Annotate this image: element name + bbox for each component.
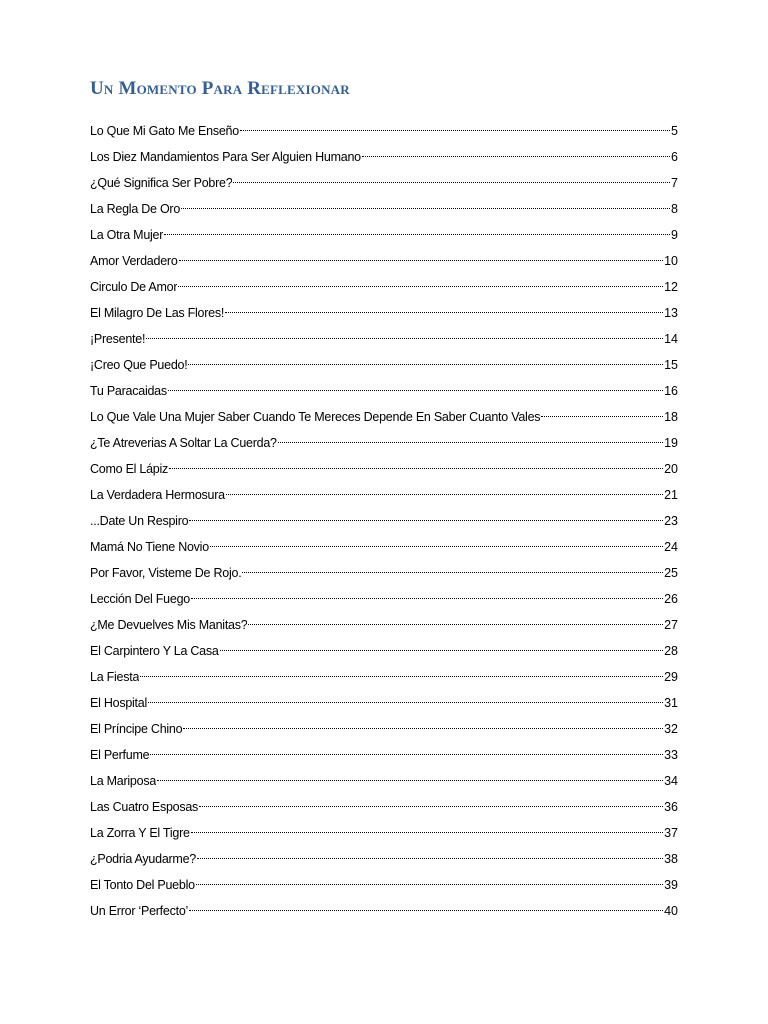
toc-dot-leader [196, 884, 663, 885]
toc-entry-title[interactable]: Como El Lápiz [90, 462, 169, 476]
toc-entry[interactable] [90, 742, 678, 768]
toc-entry-title[interactable]: El Carpintero Y La Casa [90, 644, 219, 658]
toc-dot-leader [278, 442, 663, 443]
toc-page-number[interactable]: 25 [664, 566, 678, 580]
toc-entry[interactable] [90, 898, 678, 924]
toc-page-number[interactable]: 6 [671, 150, 678, 164]
toc-entry-title[interactable]: Lección Del Fuego [90, 592, 190, 606]
toc-page-number[interactable]: 7 [671, 176, 678, 190]
toc-entry-title[interactable]: Lo Que Vale Una Mujer Saber Cuando Te Mereces Depende En Saber Cuanto Vales [90, 410, 541, 424]
toc-entry[interactable] [90, 612, 678, 638]
toc-page-number[interactable]: 31 [664, 696, 678, 710]
toc-dot-leader [181, 208, 670, 209]
toc-title: Un Momento Para Reflexionar [90, 78, 350, 99]
toc-entry[interactable] [90, 300, 678, 326]
toc-dot-leader [140, 676, 663, 677]
toc-page-number[interactable]: 39 [664, 878, 678, 892]
toc-dot-leader [248, 624, 663, 625]
toc-page-number[interactable]: 33 [664, 748, 678, 762]
toc-page-number[interactable]: 29 [664, 670, 678, 684]
toc-dot-leader [199, 806, 663, 807]
toc-dot-leader [179, 260, 664, 261]
toc-entry[interactable] [90, 482, 678, 508]
toc-dot-leader [146, 338, 663, 339]
toc-dot-leader [164, 234, 670, 235]
toc-entry[interactable] [90, 690, 678, 716]
toc-page-number[interactable]: 34 [664, 774, 678, 788]
toc-page-number[interactable]: 13 [664, 306, 678, 320]
toc-page-number[interactable]: 37 [664, 826, 678, 840]
toc-page-number[interactable]: 9 [671, 228, 678, 242]
toc-page-number[interactable]: 15 [664, 358, 678, 372]
toc-page-number[interactable]: 21 [664, 488, 678, 502]
toc-entry[interactable] [90, 534, 678, 560]
toc-entry-title[interactable]: ¡Presente! [90, 332, 146, 346]
toc-dot-leader [233, 182, 670, 183]
toc-dot-leader [226, 494, 663, 495]
toc-page-number[interactable]: 27 [664, 618, 678, 632]
toc-dot-leader [189, 520, 663, 521]
toc-page-number[interactable]: 12 [664, 280, 678, 294]
toc-dot-leader [191, 598, 663, 599]
toc-page-number[interactable]: 14 [664, 332, 678, 346]
toc-entry-title[interactable]: Los Diez Mandamientos Para Ser Alguien Humano [90, 150, 361, 164]
toc-entry[interactable] [90, 508, 678, 534]
toc-entry-title[interactable]: La Zorra Y El Tigre [90, 826, 190, 840]
toc-page-number[interactable]: 26 [664, 592, 678, 606]
toc-dot-leader [178, 286, 663, 287]
toc-entry-title[interactable]: Circulo De Amor [90, 280, 178, 294]
toc-page-number[interactable]: 38 [664, 852, 678, 866]
toc-entry-title[interactable]: Tu Paracaidas [90, 384, 167, 398]
toc-entry[interactable] [90, 118, 678, 144]
toc-page-number[interactable]: 5 [671, 124, 678, 138]
toc-entry-title[interactable]: La Mariposa [90, 774, 157, 788]
toc-entry-title[interactable]: La Regla De Oro [90, 202, 181, 216]
toc-page-number[interactable]: 23 [664, 514, 678, 528]
toc-entry-title[interactable]: El Hospital [90, 696, 147, 710]
toc-entry[interactable] [90, 638, 678, 664]
toc-entry-title[interactable]: El Príncipe Chino [90, 722, 183, 736]
toc-entry[interactable] [90, 768, 678, 794]
toc-dot-leader [191, 832, 663, 833]
toc-entry-title[interactable]: Por Favor, Visteme De Rojo. [90, 566, 242, 580]
toc-page-number[interactable]: 20 [664, 462, 678, 476]
toc-page-number[interactable]: 18 [664, 410, 678, 424]
toc-page-number[interactable]: 10 [664, 254, 678, 268]
toc-page-number[interactable]: 24 [664, 540, 678, 554]
toc-entry[interactable] [90, 222, 678, 248]
toc-entry-title[interactable]: El Milagro De Las Flores! [90, 306, 225, 320]
toc-dot-leader [220, 650, 664, 651]
toc-entry-title[interactable]: El Perfume [90, 748, 150, 762]
toc-entry-title[interactable]: La Fiesta [90, 670, 140, 684]
toc-entry[interactable] [90, 456, 678, 482]
toc-dot-leader [188, 364, 663, 365]
toc-entry-title[interactable]: Amor Verdadero [90, 254, 178, 268]
toc-entry-title[interactable]: Un Error ‘Perfecto’ [90, 904, 189, 918]
toc-entry[interactable] [90, 144, 678, 170]
toc-entry[interactable] [90, 664, 678, 690]
toc-entry[interactable] [90, 170, 678, 196]
toc-entry[interactable] [90, 326, 678, 352]
toc-list [90, 118, 678, 924]
toc-entry-title[interactable]: ¿Me Devuelves Mis Manitas? [90, 618, 248, 632]
toc-entry-title[interactable]: La Otra Mujer [90, 228, 164, 242]
toc-entry-title[interactable]: El Tonto Del Pueblo [90, 878, 195, 892]
toc-dot-leader [541, 416, 663, 417]
toc-entry-title[interactable]: ¿Te Atreverias A Soltar La Cuerda? [90, 436, 277, 450]
toc-page-number[interactable]: 32 [664, 722, 678, 736]
toc-page-number[interactable]: 16 [664, 384, 678, 398]
toc-page-number[interactable]: 8 [671, 202, 678, 216]
toc-entry-title[interactable]: ...Date Un Respiro [90, 514, 189, 528]
toc-entry[interactable] [90, 248, 678, 274]
toc-dot-leader [242, 572, 663, 573]
toc-dot-leader [157, 780, 663, 781]
toc-entry-title[interactable]: La Verdadera Hermosura [90, 488, 225, 502]
toc-entry[interactable] [90, 586, 678, 612]
toc-dot-leader [362, 156, 670, 157]
toc-entry-title[interactable]: Mamá No Tiene Novio [90, 540, 209, 554]
toc-entry-title[interactable]: Lo Que Mi Gato Me Enseño [90, 124, 239, 138]
toc-dot-leader [225, 312, 663, 313]
toc-page-number[interactable]: 28 [664, 644, 678, 658]
toc-entry-title[interactable]: ¿Qué Significa Ser Pobre? [90, 176, 233, 190]
toc-dot-leader [197, 858, 663, 859]
toc-entry-title[interactable]: ¿Podria Ayudarme? [90, 852, 196, 866]
toc-entry[interactable] [90, 352, 678, 378]
toc-dot-leader [210, 546, 663, 547]
toc-entry[interactable] [90, 196, 678, 222]
toc-entry-title[interactable]: Las Cuatro Esposas [90, 800, 199, 814]
toc-entry[interactable] [90, 794, 678, 820]
toc-entry[interactable] [90, 404, 678, 430]
toc-entry[interactable] [90, 872, 678, 898]
toc-entry[interactable] [90, 378, 678, 404]
toc-entry[interactable] [90, 716, 678, 742]
toc-entry[interactable] [90, 846, 678, 872]
toc-entry[interactable] [90, 274, 678, 300]
toc-dot-leader [240, 130, 670, 131]
toc-entry[interactable] [90, 560, 678, 586]
toc-dot-leader [150, 754, 663, 755]
toc-dot-leader [168, 390, 663, 391]
toc-dot-leader [189, 910, 663, 911]
toc-entry-title[interactable]: ¡Creo Que Puedo! [90, 358, 188, 372]
toc-entry[interactable] [90, 430, 678, 456]
toc-page-number[interactable]: 36 [664, 800, 678, 814]
toc-dot-leader [148, 702, 663, 703]
toc-entry[interactable] [90, 820, 678, 846]
toc-dot-leader [183, 728, 663, 729]
toc-page-number[interactable]: 19 [664, 436, 678, 450]
toc-dot-leader [169, 468, 663, 469]
toc-page-number[interactable]: 40 [664, 904, 678, 918]
